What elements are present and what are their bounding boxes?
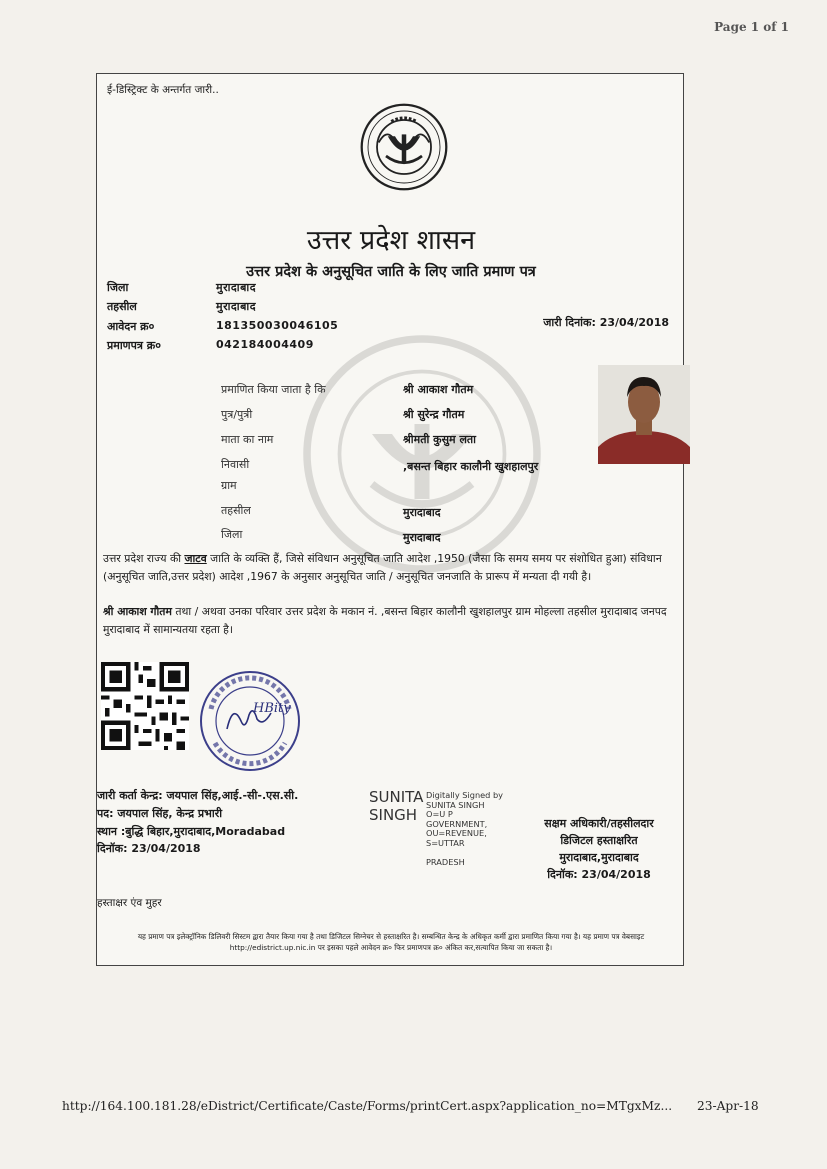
print-url: http://164.100.181.28/eDistrict/Certificate/Caste/Forms/printCert.aspx?application_no=MTgxMz... bbox=[62, 1099, 673, 1113]
authority-digital: डिजिटल हस्ताक्षरित bbox=[560, 834, 638, 847]
caste-statement bbox=[103, 550, 681, 586]
field-label-district: जिला bbox=[221, 528, 243, 541]
digital-signature-details: Digitally Signed by SUNITA SINGH O=U P GOVERNMENT, OU=REVENUE, S=UTTAR PRADESH bbox=[426, 790, 504, 867]
sign-and-seal-label: हस्ताक्षर एंव मुहर bbox=[97, 897, 162, 909]
issuer-date: दिनॉक: 23/04/2018 bbox=[97, 842, 201, 855]
caste-name: जाटव bbox=[184, 552, 207, 565]
field-value-tehsil: मुरादाबाद bbox=[403, 506, 441, 519]
page-header: Page 1 of 1 bbox=[714, 20, 789, 34]
field-label-mother: माता का नाम bbox=[221, 433, 274, 446]
certificate bbox=[96, 73, 684, 966]
issued-under-note: ई-डिस्ट्रिक्ट के अन्तर्गत जारी.. bbox=[107, 84, 219, 96]
document-title: उत्तर प्रदेश के अनुसूचित जाति के लिए जाति प्रमाण पत्र bbox=[246, 264, 536, 280]
residence-statement bbox=[103, 603, 681, 639]
issue-date-label: जारी दिनांक: bbox=[543, 316, 596, 329]
stamp-signature: HBity bbox=[253, 701, 291, 716]
meta-label-application-no: आवेदन क्र० bbox=[107, 320, 155, 333]
meta-value-tehsil: मुरादाबाद bbox=[216, 300, 257, 313]
caste-statement-part2: जाति के व्यक्ति हैं, जिसे संविधान अनुसूचित जाति आदेश ,1950 (जैसा कि समय समय पर संशोधित हुआ) संविधान (अनुसूचित जाति,उत्तर प्रदेश) आदेश ,1967 के अनुसार अनुसूचित जाति / अनुसूचित जनजाति के प्रारूप में मन्यता दी गयी है। bbox=[103, 552, 662, 583]
issuer-post: पद: जयपाल सिंह, केन्द्र प्रभारी bbox=[97, 807, 223, 820]
digital-signer-name bbox=[369, 788, 423, 824]
residence-statement-text: तथा / अथवा उनका परिवार उत्तर प्रदेश के मकान नं. ,बसन्त बिहार कालौनी खुशहालपुर ग्राम मोहल्ला तहसील मुरादाबाद जनपद मुरादाबाद में सामान्यतया रहता है। bbox=[103, 605, 667, 636]
signer-name-line1: SUNITA bbox=[369, 788, 424, 806]
meta-label-tehsil: तहसील bbox=[107, 300, 137, 313]
verification-note: यह प्रमाण पत्र इलेक्ट्रॉनिक डिलिवरी सिस्टम द्वारा तैयार किया गया है तथा डिजिटल सिग्नेचर से हस्ताक्षरित है। सम्बन्धित केन्द्र के अधिकृत कर्मी द्वारा प्रमाणित किया गया है। यह प्रमाण पत्र वेबसाइट http://edistrict.up.nic.in पर इसका पहले आवेदन क्र० फिर प्रमाणपत्र क्र० अंकित कर,सत्यापित किया जा सकता है। bbox=[137, 932, 645, 952]
print-date: 23-Apr-18 bbox=[697, 1099, 759, 1113]
issuer-center: जारी कर्ता केन्द्र: जयपाल सिंह,आई.-सी-.एस.सी. bbox=[97, 789, 299, 802]
field-value-resident: ,बसन्त बिहार कालौनी खुशहालपुर bbox=[403, 460, 539, 473]
field-value-district: मुरादाबाद bbox=[403, 531, 441, 544]
caste-statement-part1: उत्तर प्रदेश राज्य की bbox=[103, 552, 185, 565]
field-label-certified: प्रमाणित किया जाता है कि bbox=[221, 383, 326, 396]
field-value-mother: श्रीमती कुसुम लता bbox=[403, 433, 477, 446]
up-government-emblem bbox=[359, 102, 449, 192]
meta-value-certificate-no: 042184004409 bbox=[216, 338, 314, 351]
applicant-photo bbox=[598, 365, 690, 464]
issue-date bbox=[543, 315, 669, 330]
official-stamp bbox=[197, 669, 303, 773]
government-title: उत्तर प्रदेश शासन bbox=[306, 225, 476, 256]
meta-value-application-no: 181350030046105 bbox=[216, 319, 339, 332]
meta-value-district: मुरादाबाद bbox=[216, 281, 257, 294]
field-label-tehsil: तहसील bbox=[221, 504, 251, 517]
meta-label-district: जिला bbox=[107, 281, 129, 294]
authority-date: दिनॉक: 23/04/2018 bbox=[547, 868, 651, 881]
field-value-father: श्री सुरेन्द्र गौतम bbox=[403, 408, 465, 421]
authority-title: सक्षम अधिकारी/तहसीलदार bbox=[544, 817, 654, 830]
qr-code bbox=[101, 662, 189, 750]
signer-name-line2: SINGH bbox=[369, 806, 418, 824]
issuer-place: स्थान :बुद्धि बिहार,मुरादाबाद,Moradabad bbox=[97, 825, 286, 838]
residence-name: श्री आकाश गौतम bbox=[103, 605, 172, 618]
issue-date-value: 23/04/2018 bbox=[599, 316, 669, 329]
authority-place: मुरादाबाद,मुरादाबाद bbox=[559, 851, 639, 864]
field-label-son-daughter: पुत्र/पुत्री bbox=[221, 408, 253, 421]
meta-label-certificate-no: प्रमाणपत्र क्र० bbox=[107, 339, 161, 352]
field-value-name: श्री आकाश गौतम bbox=[403, 383, 474, 396]
field-label-resident: निवासी bbox=[221, 458, 250, 471]
field-label-village: ग्राम bbox=[221, 479, 237, 492]
